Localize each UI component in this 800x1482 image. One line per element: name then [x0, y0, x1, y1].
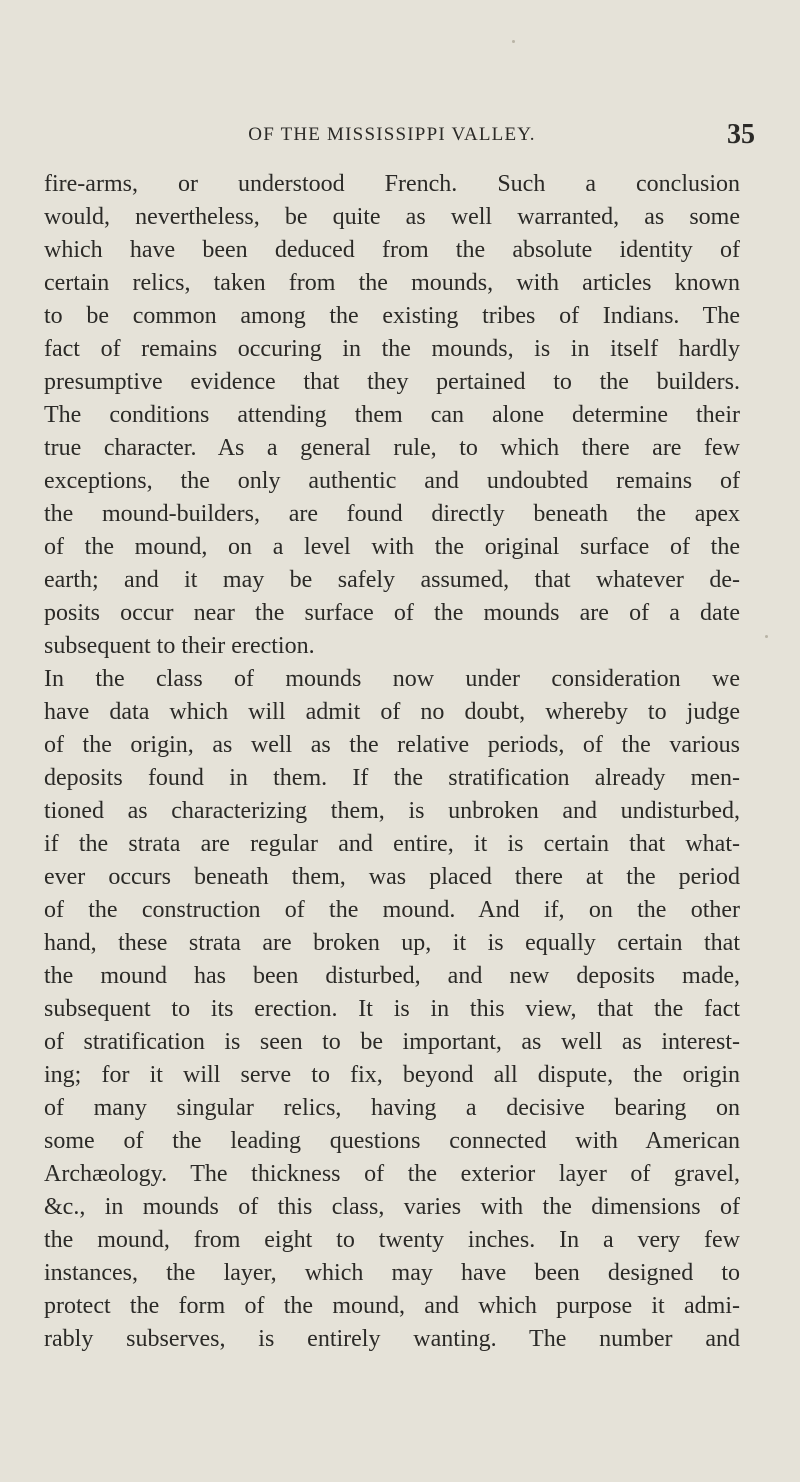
text-line: which have been deduced from the absolute identity of	[44, 237, 740, 263]
text-line: would, nevertheless, be quite as well warranted, as some	[44, 204, 740, 230]
text-line: &c., in mounds of this class, varies with the dimensions of	[44, 1194, 740, 1220]
text-line: of the origin, as well as the relative periods, of the various	[44, 732, 740, 758]
body-text	[44, 168, 740, 1356]
text-line: Archæology. The thickness of the exterior layer of gravel,	[44, 1161, 740, 1187]
text-line: fact of remains occuring in the mounds, is in itself hardly	[44, 336, 740, 362]
text-line: some of the leading questions connected with American	[44, 1128, 740, 1154]
text-line: presumptive evidence that they pertained to the builders.	[44, 369, 740, 395]
text-line: have data which will admit of no doubt, whereby to judge	[44, 699, 740, 725]
text-line: of the construction of the mound. And if, on the other	[44, 897, 740, 923]
text-line: exceptions, the only authentic and undoubted remains of	[44, 468, 740, 494]
page-number: 35	[727, 119, 755, 150]
text-line: true character. As a general rule, to which there are few	[44, 435, 740, 461]
text-line: subsequent to their erection.	[44, 633, 315, 659]
text-line: protect the form of the mound, and which purpose it admi-	[44, 1293, 740, 1319]
text-line: ever occurs beneath them, was placed there at the period	[44, 864, 740, 890]
text-line: the mound, from eight to twenty inches. In a very few	[44, 1227, 740, 1253]
text-line: the mound has been disturbed, and new deposits made,	[44, 963, 740, 989]
text-line: fire-arms, or understood French. Such a conclusion	[44, 171, 740, 197]
paper-speck	[512, 40, 515, 43]
paper-speck	[765, 635, 768, 638]
text-line: hand, these strata are broken up, it is equally certain that	[44, 930, 740, 956]
text-line: certain relics, taken from the mounds, with articles known	[44, 270, 740, 296]
text-line: rably subserves, is entirely wanting. The number and	[44, 1326, 740, 1352]
text-line: to be common among the existing tribes of Indians. The	[44, 303, 740, 329]
text-line: tioned as characterizing them, is unbroken and undisturbed,	[44, 798, 740, 824]
text-line: instances, the layer, which may have been designed to	[44, 1260, 740, 1286]
text-line: of many singular relics, having a decisive bearing on	[44, 1095, 740, 1121]
running-title: OF THE MISSISSIPPI VALLEY.	[248, 124, 536, 145]
text-line: the mound-builders, are found directly beneath the apex	[44, 501, 740, 527]
text-line: ing; for it will serve to fix, beyond all dispute, the origin	[44, 1062, 740, 1088]
text-line: In the class of mounds now under consideration we	[44, 666, 740, 692]
text-line: posits occur near the surface of the mounds are of a date	[44, 600, 740, 626]
running-head	[44, 119, 755, 164]
text-line: deposits found in them. If the stratification already men-	[44, 765, 740, 791]
text-line: if the strata are regular and entire, it is certain that what-	[44, 831, 740, 857]
text-line: The conditions attending them can alone determine their	[44, 402, 740, 428]
text-line: of the mound, on a level with the original surface of the	[44, 534, 740, 560]
text-line: earth; and it may be safely assumed, that whatever de-	[44, 567, 740, 593]
text-line: of stratification is seen to be important, as well as interest-	[44, 1029, 740, 1055]
text-line: subsequent to its erection. It is in this view, that the fact	[44, 996, 740, 1022]
